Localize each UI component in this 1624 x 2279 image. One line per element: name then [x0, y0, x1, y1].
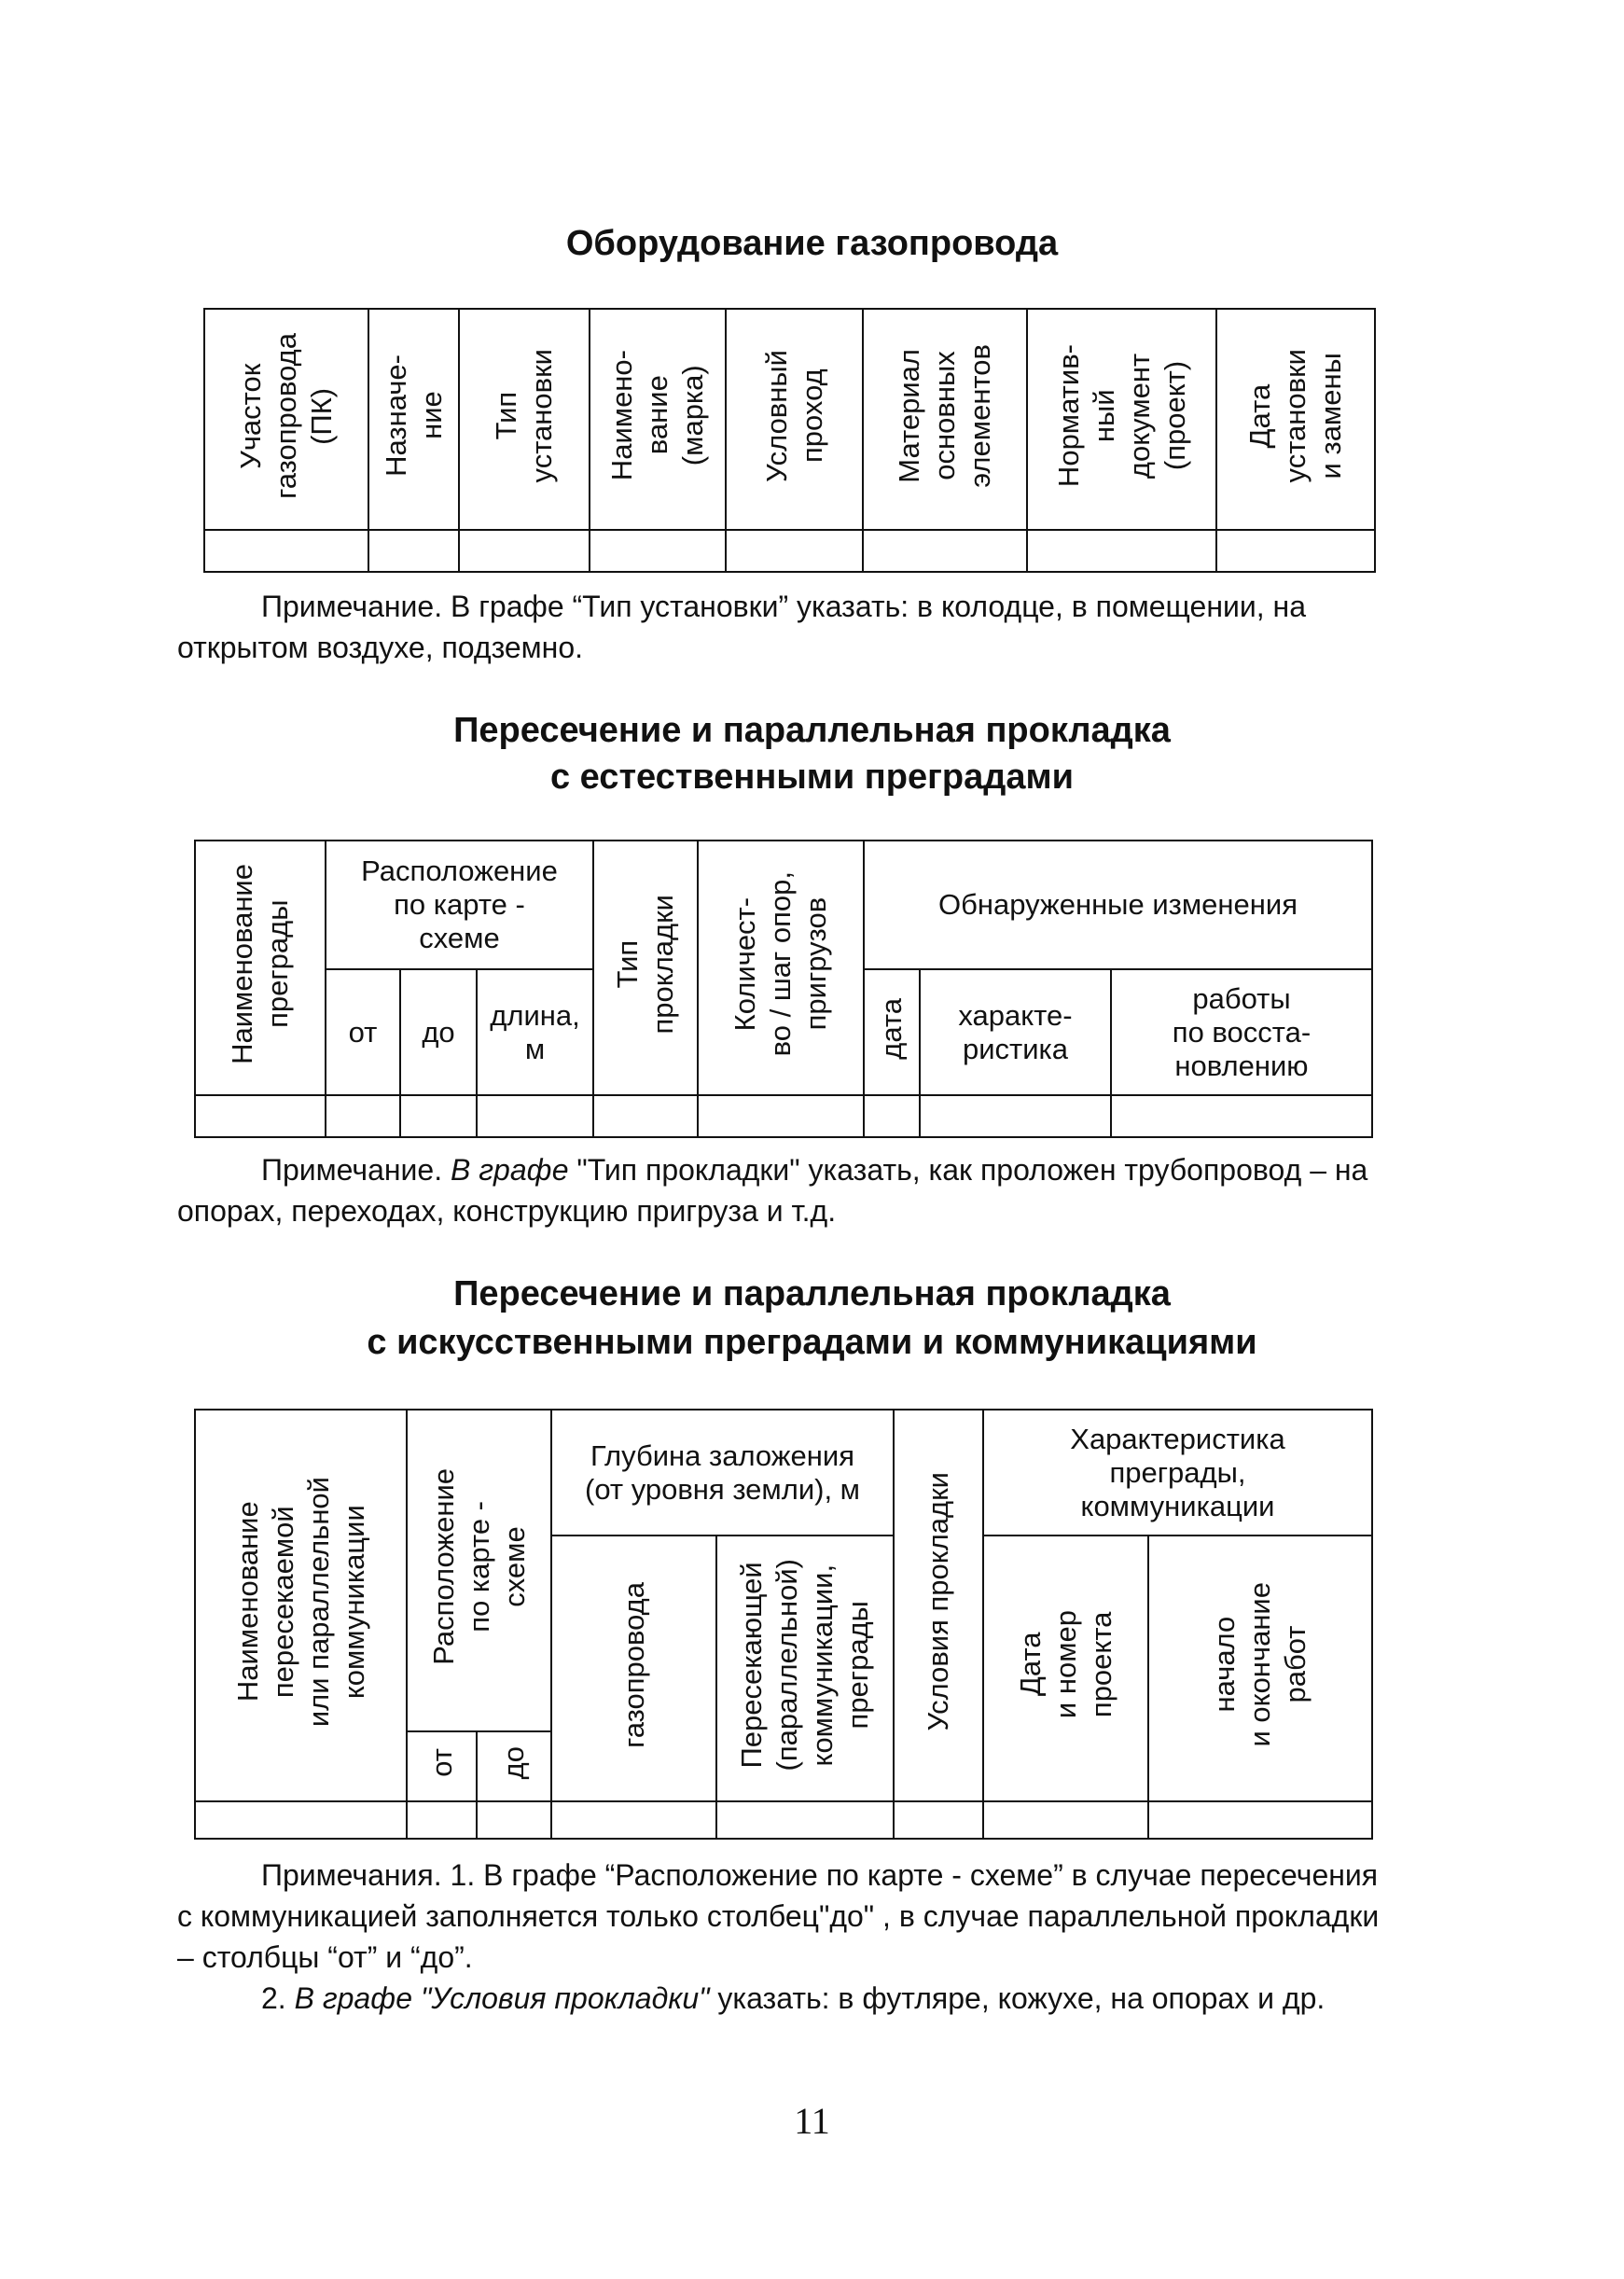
section-title-natural-line2: с естественными преградами — [549, 757, 1075, 797]
artificial-obstacles-table — [194, 1409, 1373, 1840]
empty-cell — [477, 1801, 551, 1839]
empty-cell — [593, 1095, 698, 1137]
header-cell: Тип прокладки — [593, 841, 698, 1095]
note-artificial-1: Примечания. 1. В графе “Расположение по карте - схеме” в случае пересечения с коммуникацией заполняется только столбец"до" , в случае параллельной прокладки – столбцы “от” и “до”. — [177, 1858, 1380, 1974]
note-natural: Примечание. В графе "Тип прокладки" указать, как проложен трубопровод – на опорах, переходах, конструкцию пригруза и т.д. — [177, 1153, 1368, 1228]
section-title-natural: Пересечение и параллельная прокладка — [453, 711, 1171, 750]
header-cell: Наимено- вание (марка) — [590, 309, 726, 530]
header-cell: Расположение по карте - схеме — [407, 1410, 551, 1731]
header-cell: Участок газопровода (ПК) — [204, 309, 368, 530]
empty-cell — [698, 1095, 864, 1137]
header-cell: Норматив- ный документ (проект) — [1027, 309, 1216, 530]
header-cell: характе- ристика — [920, 969, 1111, 1095]
header-cell: от — [326, 969, 400, 1095]
empty-cell — [551, 1801, 716, 1839]
header-cell: Тип установки — [459, 309, 590, 530]
header-cell: Материал основных элементов — [863, 309, 1027, 530]
empty-cell — [195, 1801, 407, 1839]
empty-cell — [716, 1801, 894, 1839]
empty-cell — [726, 530, 863, 572]
equipment-table — [203, 308, 1376, 573]
note-artificial-2: 2. В графе "Условия прокладки" указать: в футляре, кожухе, на опорах и др. — [261, 1981, 1326, 2015]
header-cell: длина, м — [477, 969, 593, 1095]
header-cell: Пересекающей (параллельной) коммуникации, преграды — [716, 1536, 894, 1801]
header-cell: Количест- во / шаг опор, пригрузов — [698, 841, 864, 1095]
header-cell: газопровода — [551, 1536, 716, 1801]
empty-cell — [983, 1801, 1148, 1839]
empty-cell — [1148, 1801, 1372, 1839]
header-cell: Условный проход — [726, 309, 863, 530]
header-cell: Наименование пересекаемой или параллельной коммуникации — [195, 1410, 407, 1801]
empty-cell — [400, 1095, 477, 1137]
header-cell: работы по восста- новлению — [1111, 969, 1372, 1095]
note-equipment: Примечание. В графе “Тип установки” указать: в колодце, в помещении, на открытом воздухе, подземно. — [177, 590, 1306, 664]
natural-obstacles-table — [194, 840, 1373, 1138]
section-title-equipment: Оборудование газопровода — [565, 224, 1059, 263]
header-cell: до — [477, 1731, 551, 1801]
header-cell: Условия прокладки — [894, 1410, 983, 1801]
header-cell: Дата установки и замены — [1216, 309, 1375, 530]
empty-cell — [326, 1095, 400, 1137]
header-cell: до — [400, 969, 477, 1095]
header-cell: Глубина заложения (от уровня земли), м — [551, 1410, 894, 1536]
table-header-row — [195, 841, 1372, 969]
header-cell: Назначе- ние — [368, 309, 459, 530]
empty-cell — [368, 530, 459, 572]
table-header-row — [195, 1410, 1372, 1536]
empty-cell — [864, 1095, 920, 1137]
table-row — [204, 530, 1375, 572]
empty-cell — [1027, 530, 1216, 572]
empty-cell — [894, 1801, 983, 1839]
header-cell: Обнаруженные изменения — [864, 841, 1372, 969]
table-row — [195, 1801, 1372, 1839]
empty-cell — [920, 1095, 1111, 1137]
header-cell: Расположение по карте - схеме — [326, 841, 593, 969]
section-title-artificial: Пересечение и параллельная прокладка — [453, 1274, 1171, 1313]
header-cell: дата — [864, 969, 920, 1095]
empty-cell — [477, 1095, 593, 1137]
note-artificial — [177, 1855, 1390, 2019]
page-number: 11 — [794, 2100, 830, 2142]
empty-cell — [590, 530, 726, 572]
header-cell: Наименование преграды — [195, 841, 326, 1095]
header-cell: начало и окончание работ — [1148, 1536, 1372, 1801]
empty-cell — [204, 530, 368, 572]
empty-cell — [459, 530, 590, 572]
header-cell: от — [407, 1731, 477, 1801]
header-cell: Характеристика преграды, коммуникации — [983, 1410, 1372, 1536]
table-row — [195, 1095, 1372, 1137]
equipment-header-row — [204, 309, 1375, 530]
empty-cell — [1111, 1095, 1372, 1137]
header-cell: Дата и номер проекта — [983, 1536, 1148, 1801]
empty-cell — [1216, 530, 1375, 572]
empty-cell — [195, 1095, 326, 1137]
empty-cell — [407, 1801, 477, 1839]
section-title-artificial-line2: с искусственными преградами и коммуникациями — [367, 1323, 1257, 1362]
empty-cell — [863, 530, 1027, 572]
